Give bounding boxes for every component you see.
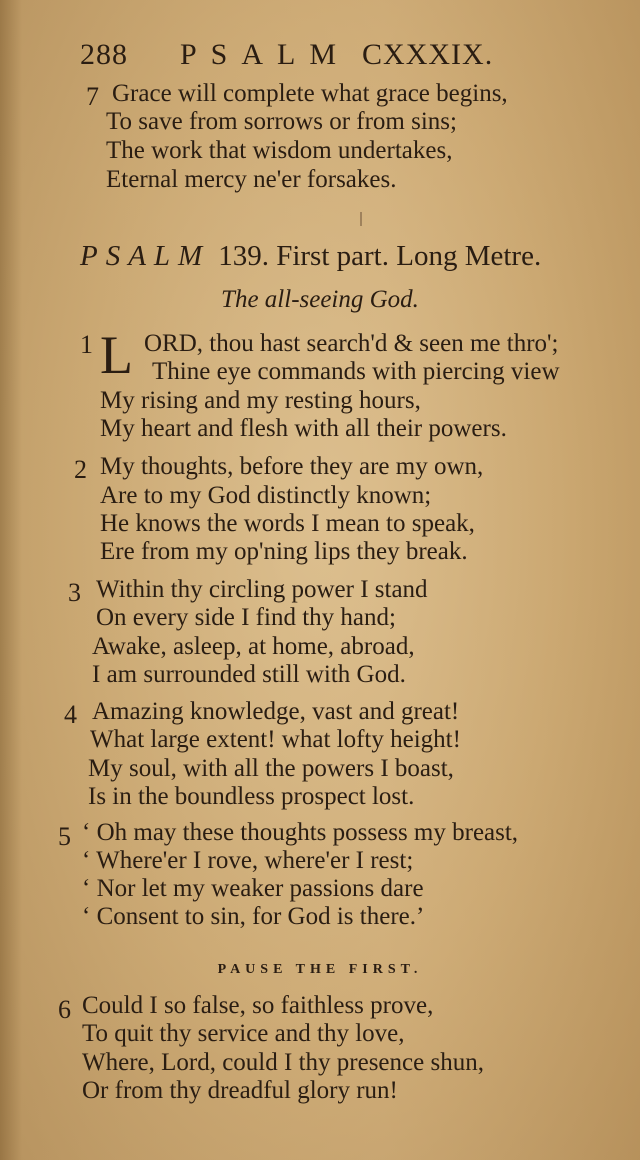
verse-number: 1	[80, 330, 93, 359]
verse-line: ‘ Consent to sin, for God is there.’	[82, 903, 425, 930]
verse-line: Eternal mercy ne'er forsakes.	[106, 166, 397, 193]
heading-psalm-word: PSALM	[80, 240, 211, 272]
verse-line: My heart and flesh with all their powers.	[100, 415, 507, 442]
verse-line: Awake, asleep, at home, abroad,	[92, 633, 415, 660]
verse-line: Thine eye commands with piercing view	[152, 358, 560, 385]
verse-line: Where, Lord, could I thy presence shun,	[82, 1049, 484, 1076]
verse-number: 2	[74, 455, 87, 484]
verse-line: Or from thy dreadful glory run!	[82, 1077, 398, 1104]
verse-number: 7	[86, 82, 99, 111]
verse-line: My rising and my resting hours,	[100, 387, 421, 414]
drop-cap: L	[100, 325, 133, 385]
pause-heading: PAUSE THE FIRST.	[217, 962, 423, 977]
verse-line: To save from sorrows or from sins;	[106, 108, 457, 135]
verse-line: To quit thy service and thy love,	[82, 1020, 405, 1047]
verse-number: 6	[58, 995, 71, 1024]
verse-line: ‘ Where'er I rove, where'er I rest;	[82, 847, 414, 874]
page-header	[80, 38, 585, 78]
verse-line: ‘ Oh may these thoughts possess my breast,	[82, 819, 519, 846]
verse-line: Amazing knowledge, vast and great!	[92, 698, 460, 725]
verse-line: Are to my God distinctly known;	[100, 482, 432, 509]
verse-line: The work that wisdom undertakes,	[106, 137, 453, 164]
verse-line: My thoughts, before they are my own,	[100, 453, 484, 480]
verse-line: Could I so false, so faithless prove,	[82, 992, 434, 1019]
verse-line: I am surrounded still with God.	[92, 661, 406, 688]
verse-line: Is in the boundless prospect lost.	[88, 783, 415, 810]
page-number: 288	[80, 38, 128, 71]
psalm-numeral: CXXXIX.	[362, 38, 494, 71]
verse-line: ‘ Nor let my weaker passions dare	[82, 875, 424, 902]
psalm-subtitle: The all-seeing God.	[221, 286, 419, 313]
verse-line: What large extent! what lofty height!	[90, 726, 461, 753]
verse-line: My soul, with all the powers I boast,	[88, 755, 454, 782]
verse-line: ORD, thou hast search'd & seen me thro';	[144, 330, 559, 357]
ink-mark	[360, 212, 362, 226]
verse-line: Ere from my op'ning lips they break.	[100, 538, 468, 565]
verse-line: He knows the words I mean to speak,	[100, 510, 475, 537]
section-heading	[80, 240, 625, 273]
verse-line: Grace will complete what grace begins,	[112, 80, 508, 107]
heading-details: 139. First part. Long Metre.	[218, 240, 542, 272]
verse-line: Within thy circling power I stand	[96, 576, 428, 603]
running-title: PSALM	[180, 38, 351, 71]
verse-number: 3	[68, 578, 81, 607]
verse-number: 4	[64, 700, 77, 729]
verse-line: On every side I find thy hand;	[96, 604, 396, 631]
verse-number: 5	[58, 822, 71, 851]
